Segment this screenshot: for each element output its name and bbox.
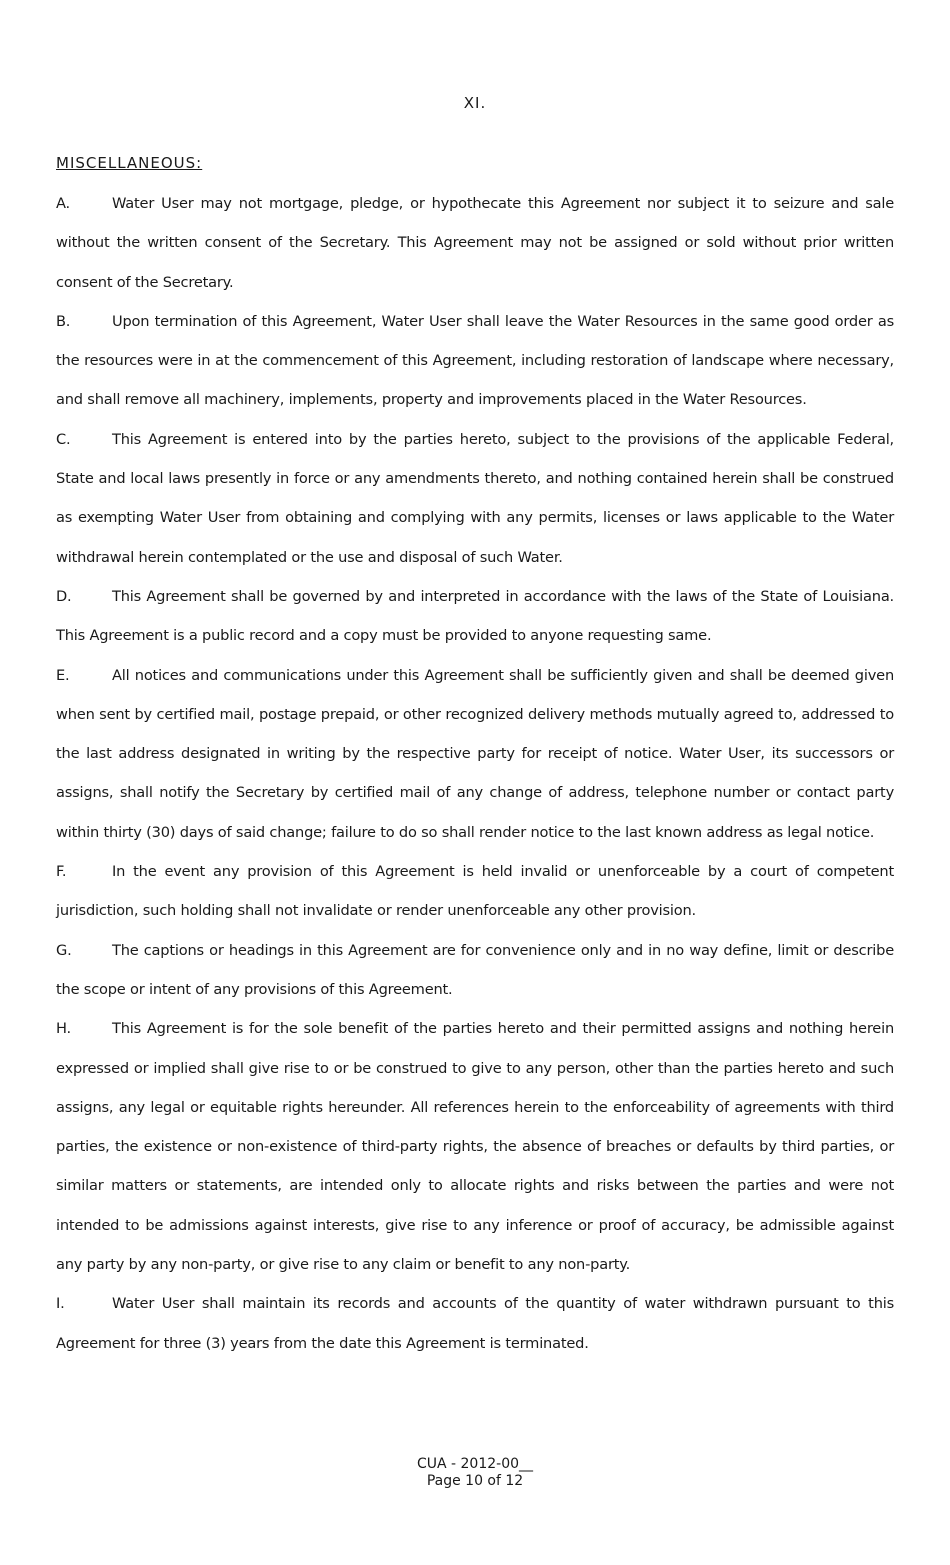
paragraph-letter: B. xyxy=(56,312,71,330)
section-heading: MISCELLANEOUS: xyxy=(56,154,203,172)
page-footer xyxy=(0,1456,950,1490)
paragraph-letter: E. xyxy=(56,666,70,684)
paragraph-text: The captions or headings in this Agreement are for convenience only and in no way define, limit or describe the scope or intent of any provisions of this Agreement. xyxy=(56,941,894,998)
paragraph-h xyxy=(56,1009,894,1284)
paragraph-e xyxy=(56,656,894,852)
paragraph-b xyxy=(56,302,894,420)
paragraph-c xyxy=(56,420,894,577)
paragraph-a xyxy=(56,184,894,302)
paragraph-f xyxy=(56,852,894,931)
footer-doc-id: CUA - 2012-00__ xyxy=(416,1456,534,1472)
paragraph-letter: D. xyxy=(56,587,72,605)
paragraph-letter: F. xyxy=(56,863,67,881)
paragraph-d xyxy=(56,577,894,656)
paragraph-g xyxy=(56,931,894,1010)
paragraph-i xyxy=(56,1284,894,1363)
paragraph-letter: I. xyxy=(56,1295,65,1313)
paragraph-text: This Agreement is for the sole benefit of the parties hereto and their permitted assigns and nothing herein expressed or implied shall give rise to or be construed to give to any person, other than the parties hereto and such assigns, any legal or equitable rights hereunder. All references herein to the enforceability of agreements with third parties, the existence or non-existence of third-party rights, the absence of breaches or defaults by third parties, or similar matters or statements, are intended only to allocate rights and risks between the parties and were not intended to be admissions against interests, give rise to any inference or proof of accuracy, be admissible against any party by any non-party, or give rise to any claim or benefit to any non-party. xyxy=(56,1020,894,1274)
paragraph-letter: A. xyxy=(56,195,70,212)
paragraph-text: This Agreement is entered into by the parties hereto, subject to the provisions of the applicable Federal, State and local laws presently in force or any amendments thereto, and nothing contained herein shall be construed as exempting Water User from obtaining and complying with any permits, licenses or laws applicable to the Water withdrawal herein contemplated or the use and disposal of such Water. xyxy=(56,430,894,566)
paragraph-text: Upon termination of this Agreement, Water User shall leave the Water Resources in the same good order as the resources were in at the commencement of this Agreement, including restoration of landscape where necessary, and shall remove all machinery, implements, property and improvements placed in the Water Resources. xyxy=(56,312,894,409)
paragraph-list xyxy=(56,184,894,1363)
paragraph-text: Water User shall maintain its records and accounts of the quantity of water withdrawn pursuant to this Agreement for three (3) years from the date this Agreement is terminated. xyxy=(56,1295,894,1352)
paragraph-letter: H. xyxy=(56,1020,71,1038)
paragraph-letter: G. xyxy=(56,941,72,959)
section-number: XI. xyxy=(463,94,487,112)
paragraph-text: All notices and communications under this Agreement shall be sufficiently given and shall be deemed given when sent by certified mail, postage prepaid, or other recognized delivery methods mutually agreed to, addressed to the last address designated in writing by the respective party for receipt of notice. Water User, its successors or assigns, shall notify the Secretary by certified mail of any change of address, telephone number or contact party within thirty (30) days of said change; failure to do so shall render notice to the last known address as legal notice. xyxy=(56,666,894,841)
footer-page-number: Page 10 of 12 xyxy=(426,1473,524,1489)
paragraph-text: In the event any provision of this Agreement is held invalid or unenforceable by a court of competent jurisdiction, such holding shall not invalidate or render unenforceable any other provision. xyxy=(56,863,894,920)
paragraph-text: Water User may not mortgage, pledge, or hypothecate this Agreement nor subject it to seizure and sale without the written consent of the Secretary. This Agreement may not be assigned or sold without prior written consent of the Secretary. xyxy=(56,195,894,291)
paragraph-letter: C. xyxy=(56,430,71,448)
paragraph-text: This Agreement shall be governed by and interpreted in accordance with the laws of the State of Louisiana. This Agreement is a public record and a copy must be provided to anyone requesting same. xyxy=(56,587,894,645)
